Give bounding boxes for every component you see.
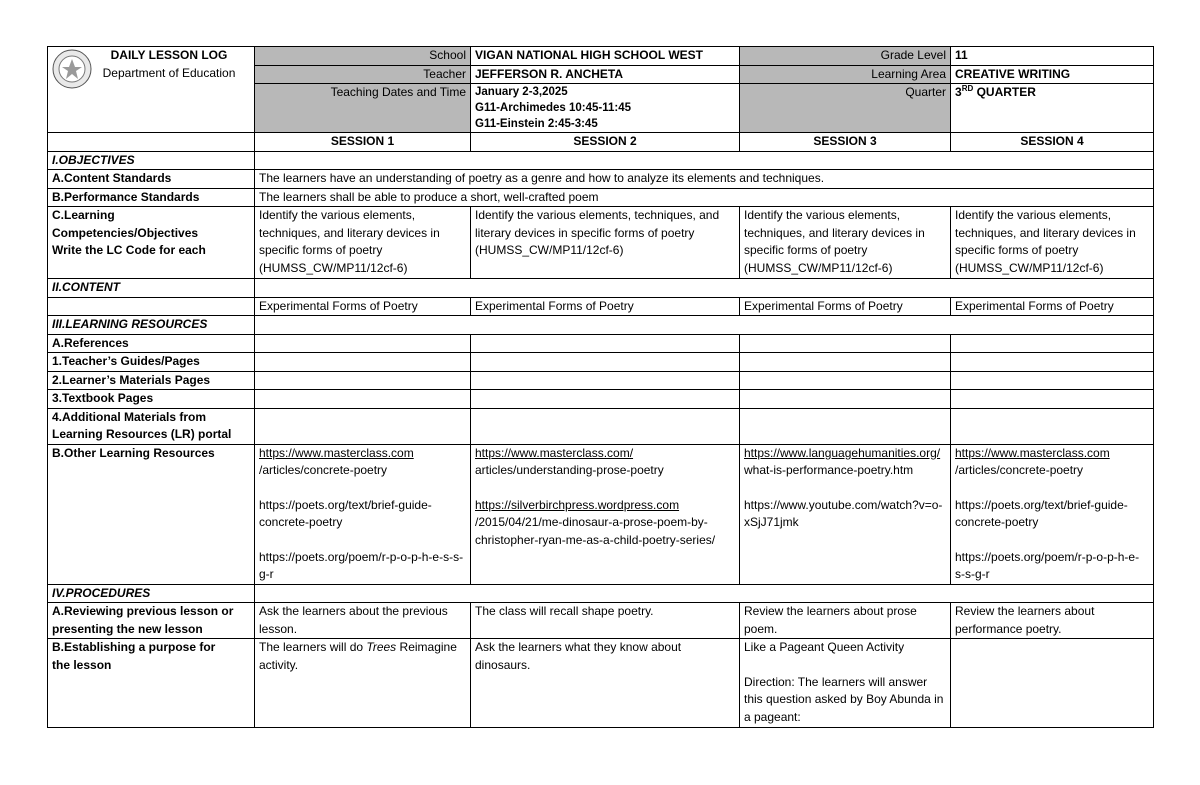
silverbirch-link[interactable]: https://silverbirchpress.wordpress.com — [475, 497, 680, 512]
teacher-value: JEFFERSON R. ANCHETA — [471, 65, 740, 84]
dates-value: January 2-3,2025 G11-Archimedes 10:45-11:45 G11-Einstein 2:45-3:45 — [471, 84, 740, 133]
school-label: School — [255, 47, 471, 66]
additional-materials-label: 4.Additional Materials from Learning Resources (LR) portal — [48, 408, 255, 444]
review-session-4: Review the learners about performance poetry. — [951, 603, 1154, 639]
topic-session-2: Experimental Forms of Poetry — [471, 297, 740, 316]
resources-session-3: https://www.languagehumanities.org/ what-is-performance-poetry.htm https://www.youtube.com/watch?v=o-xSjJ71jmk — [740, 444, 951, 584]
quarter-value: 3RD QUARTER — [951, 84, 1154, 133]
poets-guide-link[interactable]: https://poets.org/text/brief-guide-concrete-poetry — [259, 497, 432, 529]
area-label: Learning Area — [740, 65, 951, 84]
dates-label: Teaching Dates and Time — [255, 84, 471, 133]
poets-guide-link-4[interactable]: https://poets.org/text/brief-guide-concrete-poetry — [955, 497, 1128, 529]
textbook-label: 3.Textbook Pages — [48, 390, 255, 409]
lesson-log-sheet — [47, 46, 1153, 728]
objectives-heading: I.OBJECTIVES — [48, 151, 255, 170]
topic-session-1: Experimental Forms of Poetry — [255, 297, 471, 316]
school-value: VIGAN NATIONAL HIGH SCHOOL WEST — [471, 47, 740, 66]
youtube-link[interactable]: https://www.youtube.com/watch?v=o-xSjJ71jmk — [744, 497, 943, 529]
session-corner — [48, 133, 255, 152]
session-4-header: SESSION 4 — [951, 133, 1154, 152]
deped-seal-icon — [52, 49, 92, 89]
content-heading: II.CONTENT — [48, 279, 255, 298]
session-1-header: SESSION 1 — [255, 133, 471, 152]
session-2-header: SESSION 2 — [471, 133, 740, 152]
lc-session-2: Identify the various elements, techniques, and literary devices in specific forms of poetry (HUMSS_CW/MP11/12cf-6) — [471, 207, 740, 279]
topic-session-3: Experimental Forms of Poetry — [740, 297, 951, 316]
review-session-2: The class will recall shape poetry. — [471, 603, 740, 639]
grade-label: Grade Level — [740, 47, 951, 66]
teachers-guides-label: 1.Teacher’s Guides/Pages — [48, 353, 255, 372]
lesson-log-table — [47, 46, 1154, 728]
poets-poem-link[interactable]: https://poets.org/poem/r-p-o-p-h-e-s-s-g-r — [259, 549, 464, 581]
resources-session-2: https://www.masterclass.com/ articles/understanding-prose-poetry https://silverbirchpress.wordpress.com /2015/04/21/me-dinosaur-a-prose-poem-by-christopher-ryan-me-as-a-child-poetry-series/ — [471, 444, 740, 584]
session-3-header: SESSION 3 — [740, 133, 951, 152]
content-standards-label: A.Content Standards — [48, 170, 255, 189]
topic-session-4: Experimental Forms of Poetry — [951, 297, 1154, 316]
lc-session-3: Identify the various elements, techniques, and literary devices in specific forms of poetry (HUMSS_CW/MP11/12cf-6) — [740, 207, 951, 279]
header-logo-cell — [48, 47, 255, 133]
purpose-session-4 — [951, 639, 1154, 728]
purpose-session-2: Ask the learners what they know about dinosaurs. — [471, 639, 740, 728]
department-name: Department of Education — [102, 65, 236, 80]
content-standards-text: The learners have an understanding of poetry as a genre and how to analyze its elements and techniques. — [255, 170, 1154, 189]
procedures-heading: IV.PROCEDURES — [48, 584, 255, 603]
resources-session-4: https://www.masterclass.com /articles/concrete-poetry https://poets.org/text/brief-guide-concrete-poetry https://poets.org/poem/r-p-o-p-h-e-s-s-g-r — [951, 444, 1154, 584]
purpose-session-3: Like a Pageant Queen Activity Direction: The learners will answer this question asked by Boy Abunda in a pageant: — [740, 639, 951, 728]
languagehumanities-link[interactable]: https://www.languagehumanities.org/ — [744, 445, 941, 460]
purpose-session-1: The learners will do Trees Reimagine activity. — [255, 639, 471, 728]
lc-session-1: Identify the various elements, techniques, and literary devices in specific forms of poetry (HUMSS_CW/MP11/12cf-6) — [255, 207, 471, 279]
poets-poem-link-4[interactable]: https://poets.org/poem/r-p-o-p-h-e-s-s-g-r — [955, 549, 1140, 581]
area-value: CREATIVE WRITING — [951, 65, 1154, 84]
masterclass-concrete-link[interactable]: https://www.masterclass.com — [259, 445, 414, 460]
grade-value: 11 — [951, 47, 1154, 66]
lc-session-4: Identify the various elements, techniques, and literary devices in specific forms of poetry (HUMSS_CW/MP11/12cf-6) — [951, 207, 1154, 279]
masterclass-concrete-link-4[interactable]: https://www.masterclass.com — [955, 445, 1110, 460]
quarter-label: Quarter — [740, 84, 951, 133]
resources-session-1: https://www.masterclass.com /articles/concrete-poetry https://poets.org/text/brief-guide-concrete-poetry https://poets.org/poem/r-p-o-p-h-e-s-s-g-r — [255, 444, 471, 584]
performance-standards-label: B.Performance Standards — [48, 188, 255, 207]
resources-heading: III.LEARNING RESOURCES — [48, 316, 255, 335]
reviewing-lesson-label: A.Reviewing previous lesson or presenting the new lesson — [48, 603, 255, 639]
review-session-3: Review the learners about prose poem. — [740, 603, 951, 639]
references-label: A.References — [48, 334, 255, 353]
masterclass-prose-link[interactable]: https://www.masterclass.com/ — [475, 445, 634, 460]
teacher-label: Teacher — [255, 65, 471, 84]
performance-standards-text: The learners shall be able to produce a short, well-crafted poem — [255, 188, 1154, 207]
learners-materials-label: 2.Learner’s Materials Pages — [48, 371, 255, 390]
other-resources-label: B.Other Learning Resources — [48, 444, 255, 584]
review-session-1: Ask the learners about the previous lesson. — [255, 603, 471, 639]
learning-competencies-label: C.Learning Competencies/Objectives Write the LC Code for each — [48, 207, 255, 279]
doc-title: DAILY LESSON LOG — [110, 48, 228, 62]
establishing-purpose-label: B.Establishing a purpose for the lesson — [48, 639, 255, 728]
